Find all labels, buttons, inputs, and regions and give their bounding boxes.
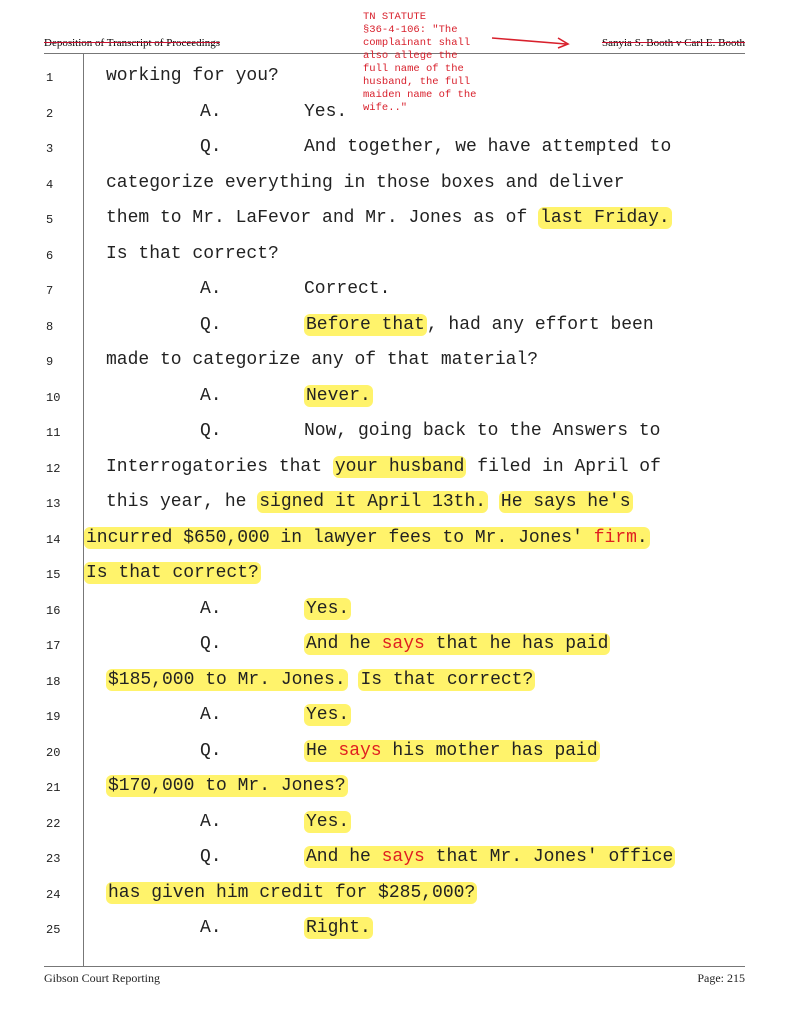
- highlight-segment: Yes.: [306, 705, 350, 725]
- highlight-segment: that Mr. Jones' office: [424, 847, 674, 867]
- transcript-line: [0, 279, 791, 315]
- testimony-text: [304, 386, 373, 406]
- highlighted-text: [304, 811, 351, 833]
- testimony-text: [304, 812, 351, 832]
- highlight-segment: He: [306, 740, 339, 761]
- transcript-line: [0, 173, 791, 209]
- annotation-line: husband, the full: [363, 76, 471, 88]
- testimony-text: [106, 208, 672, 228]
- transcript-line: [0, 244, 791, 280]
- line-number: 11: [46, 426, 61, 440]
- highlight-segment: .: [636, 527, 648, 548]
- header-case-caption-right: Sanyia S. Booth v Carl E. Booth: [602, 37, 745, 49]
- highlighted-text: [304, 598, 351, 620]
- annotation-line: maiden name of the: [363, 89, 477, 101]
- line-number: 12: [46, 461, 61, 476]
- speaker-tag: A.: [200, 385, 222, 406]
- highlighted-text: [304, 917, 373, 939]
- line-text: , had any effort been: [426, 314, 654, 335]
- annotation-line: §36-4-106: "The: [363, 24, 458, 36]
- testimony-text: [304, 421, 660, 441]
- red-emphasis-text: firm: [593, 527, 637, 548]
- highlight-segment: $170,000 to Mr. Jones?: [108, 776, 346, 796]
- highlighted-text: [333, 456, 467, 478]
- line-text: And together, we have attempted to: [304, 137, 672, 157]
- highlighted-text: [304, 385, 373, 407]
- testimony-text: [304, 918, 373, 938]
- testimony-text: [106, 670, 535, 690]
- line-number: 14: [46, 532, 61, 547]
- testimony-text: [106, 776, 348, 796]
- line-number: 7: [46, 284, 54, 298]
- speaker-tag: Q.: [200, 740, 222, 761]
- testimony-text: [304, 102, 347, 122]
- transcript-line: [0, 386, 791, 422]
- testimony-text: [304, 847, 675, 867]
- footer-page-number: Page: 215: [697, 971, 745, 985]
- testimony-text: [304, 315, 654, 335]
- transcript-line: [0, 66, 791, 102]
- line-text: them to Mr. LaFevor and Mr. Jones as of: [106, 208, 539, 228]
- highlight-segment: He says he's: [500, 492, 631, 512]
- transcript-line: [0, 918, 791, 954]
- line-text: [348, 670, 359, 690]
- transcript-line: [0, 705, 791, 741]
- speaker-tag: Q.: [200, 634, 222, 654]
- highlight-segment: that he has paid: [424, 634, 609, 654]
- line-number: 17: [46, 639, 61, 653]
- line-text: categorize everything in those boxes and deliver: [106, 172, 625, 193]
- line-number: 1: [46, 71, 54, 85]
- annotation-line: TN STATUTE: [363, 11, 427, 23]
- testimony-text: [84, 563, 261, 583]
- transcript-line: [0, 563, 791, 599]
- transcript-line: [0, 670, 791, 706]
- testimony-text: [106, 492, 633, 512]
- highlighted-text: [358, 669, 535, 691]
- highlighted-text: [499, 491, 633, 513]
- speaker-tag: A.: [200, 918, 222, 938]
- highlighted-text: [304, 314, 427, 336]
- transcript-line: [0, 421, 791, 457]
- line-number: 20: [46, 745, 61, 760]
- testimony-text: [304, 705, 351, 725]
- line-number: 24: [46, 887, 61, 902]
- testimony-text: [106, 66, 279, 86]
- line-number: 3: [46, 142, 54, 156]
- line-number: 23: [46, 852, 61, 866]
- speaker-tag: A.: [200, 279, 222, 299]
- highlighted-text: [304, 740, 600, 762]
- line-number: 10: [46, 390, 61, 405]
- testimony-text: [106, 883, 477, 903]
- transcript-line: [0, 350, 791, 386]
- speaker-tag: A.: [200, 811, 222, 832]
- line-number: 8: [46, 319, 54, 334]
- line-number: 18: [46, 674, 61, 689]
- header-case-caption-left: Deposition of Transcript of Proceedings: [44, 37, 220, 49]
- highlighted-text: [84, 527, 650, 549]
- annotation-arrow-icon: [490, 34, 574, 50]
- line-text: Interrogatories that: [106, 456, 333, 477]
- testimony-text: [106, 457, 661, 477]
- highlight-segment: Yes.: [306, 811, 350, 832]
- speaker-tag: Q.: [200, 314, 222, 335]
- line-number: 2: [46, 106, 54, 121]
- line-number: 13: [46, 497, 61, 511]
- highlighted-text: [304, 846, 675, 868]
- highlight-segment: Yes.: [306, 598, 350, 619]
- speaker-tag: A.: [200, 705, 222, 725]
- line-number: 6: [46, 248, 54, 263]
- testimony-text: [106, 173, 624, 193]
- transcript-line: [0, 883, 791, 919]
- highlighted-text: [538, 207, 672, 229]
- red-emphasis-text: says: [381, 634, 425, 654]
- highlight-segment: Right.: [306, 918, 371, 938]
- highlighted-text: [304, 633, 610, 655]
- red-emphasis-text: says: [338, 740, 382, 761]
- highlight-segment: Never.: [306, 385, 371, 406]
- transcript-line: [0, 137, 791, 173]
- line-number: 9: [46, 355, 54, 369]
- transcript-line: [0, 847, 791, 883]
- line-text: [488, 492, 499, 512]
- transcript-line: [0, 741, 791, 777]
- line-text: Is that correct?: [106, 243, 279, 264]
- transcript-line: [0, 528, 791, 564]
- testimony-text: [106, 244, 279, 264]
- highlight-segment: signed it April 13th.: [259, 492, 487, 512]
- highlight-segment: incurred $650,000 in lawyer fees to Mr. Jones': [86, 527, 594, 548]
- testimony-text: [304, 279, 390, 299]
- highlight-segment: his mother has paid: [381, 740, 598, 761]
- testimony-text: [304, 634, 610, 654]
- transcript-line: [0, 599, 791, 635]
- testimony-text: [304, 599, 351, 619]
- testimony-text: [304, 741, 600, 761]
- speaker-tag: Q.: [200, 847, 222, 867]
- line-number: 25: [46, 923, 61, 937]
- line-text: Now, going back to the Answers to: [304, 421, 661, 441]
- line-number: 21: [46, 781, 61, 795]
- testimony-text: [304, 137, 671, 157]
- highlighted-text: [106, 882, 477, 904]
- highlighted-text: [106, 669, 348, 691]
- line-number: 19: [46, 710, 61, 724]
- highlighted-text: [84, 562, 261, 584]
- highlight-segment: And he: [306, 847, 382, 867]
- transcript-line: [0, 812, 791, 848]
- testimony-text: [106, 350, 538, 370]
- testimony-text: [84, 528, 650, 548]
- line-text: working for you?: [106, 66, 279, 86]
- line-text: Yes.: [304, 101, 348, 122]
- line-text: made to categorize any of that material?: [106, 350, 539, 370]
- transcript-line: [0, 208, 791, 244]
- line-number: 5: [46, 213, 54, 227]
- annotation-line: also allege the: [363, 50, 458, 62]
- highlight-segment: Is that correct?: [86, 563, 259, 583]
- annotation-line: wife..": [363, 102, 408, 114]
- line-number: 15: [46, 568, 61, 582]
- transcript-line: [0, 457, 791, 493]
- highlight-segment: And he: [306, 634, 382, 654]
- line-text: this year, he: [106, 492, 258, 512]
- transcript-line: [0, 776, 791, 812]
- transcript-line: [0, 102, 791, 138]
- footer-rule: [44, 966, 745, 967]
- footer-reporter: Gibson Court Reporting: [44, 971, 160, 985]
- highlight-segment: your husband: [334, 456, 465, 477]
- speaker-tag: A.: [200, 101, 222, 122]
- line-text: Correct.: [304, 279, 391, 299]
- red-emphasis-text: says: [381, 847, 425, 867]
- line-number: 4: [46, 177, 54, 192]
- line-number: 16: [46, 603, 61, 618]
- transcript-line: [0, 634, 791, 670]
- highlight-segment: $185,000 to Mr. Jones.: [108, 669, 346, 690]
- highlighted-text: [257, 491, 488, 513]
- highlighted-text: [106, 775, 348, 797]
- speaker-tag: Q.: [200, 421, 222, 441]
- highlight-segment: Is that correct?: [360, 669, 534, 690]
- highlighted-text: [304, 704, 351, 726]
- annotation-line: complainant shall: [363, 37, 471, 49]
- transcript-line: [0, 315, 791, 351]
- speaker-tag: Q.: [200, 137, 222, 157]
- highlight-segment: has given him credit for $285,000?: [108, 882, 476, 903]
- annotation-line: full name of the: [363, 63, 464, 75]
- line-number: 22: [46, 816, 61, 831]
- highlight-segment: last Friday.: [540, 208, 670, 228]
- highlight-segment: Before that: [306, 314, 425, 335]
- transcript-line: [0, 492, 791, 528]
- line-text: filed in April of: [466, 456, 661, 477]
- speaker-tag: A.: [200, 598, 222, 619]
